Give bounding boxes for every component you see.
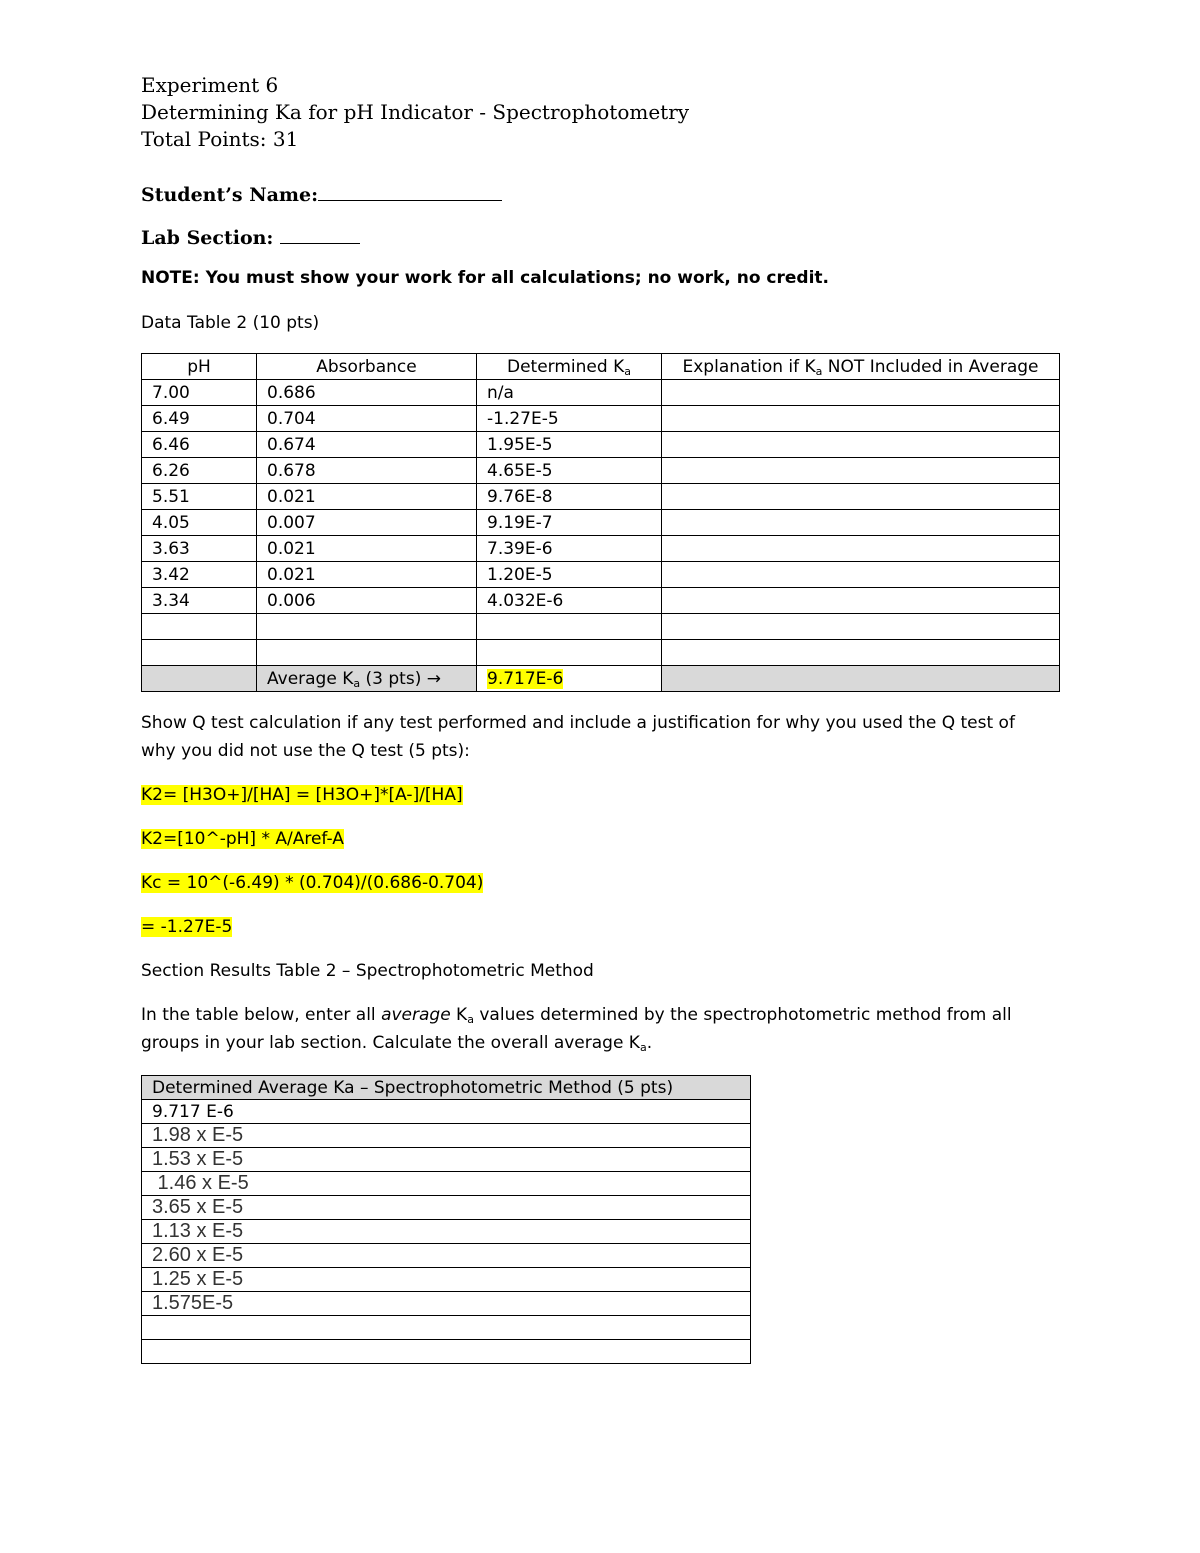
cell-explanation[interactable] — [662, 432, 1060, 458]
cell-ka[interactable]: -1.27E-5 — [477, 406, 662, 432]
cell-explanation[interactable] — [662, 640, 1060, 666]
calc-line-3: Kc = 10^(-6.49) * (0.704)/(0.686-0.704) — [141, 873, 484, 893]
calc-line-4: = -1.27E-5 — [141, 917, 233, 937]
table-row — [142, 588, 1060, 614]
table-row — [142, 510, 1060, 536]
handwritten-ka-value: 3.65 x E-5 — [152, 1196, 244, 1218]
calc-line-1: K2= [H3O+]/[HA] = [H3O+]*[A-]/[HA] — [141, 785, 463, 805]
cell-absorbance[interactable] — [257, 614, 477, 640]
experiment-title: Determining Ka for pH Indicator - Spectrophotometry — [141, 100, 690, 124]
cell-ka[interactable]: 9.19E-7 — [477, 510, 662, 536]
results-value[interactable] — [142, 1148, 751, 1172]
handwritten-ka-value: 1.575E-5 — [152, 1292, 234, 1314]
header-ph: pH — [142, 354, 257, 380]
instructions-line-1: In the table below, enter all average $K_a$ values determined by the spectrophotometric method from all — [141, 1005, 1012, 1026]
cell-ka[interactable]: n/a — [477, 380, 662, 406]
cell-ka[interactable]: 4.65E-5 — [477, 458, 662, 484]
results-header-row — [142, 1076, 751, 1100]
lab-section-blank[interactable] — [280, 223, 360, 244]
q-test-line-2: why you did not use the Q test (5 pts): — [141, 741, 470, 761]
results-row — [142, 1292, 751, 1316]
table-header-row — [142, 354, 1060, 380]
calc-line-2: K2=[10^-pH] * A/Aref-A — [141, 829, 344, 849]
table-row — [142, 562, 1060, 588]
results-empty-row — [142, 1340, 751, 1364]
section-results-table — [141, 1075, 751, 1364]
table-row — [142, 380, 1060, 406]
section-results-title: Section Results Table 2 – Spectrophotometric Method — [141, 961, 594, 981]
cell-ph[interactable]: 6.26 — [142, 458, 257, 484]
results-value[interactable] — [142, 1244, 751, 1268]
results-value[interactable] — [142, 1124, 751, 1148]
results-row — [142, 1148, 751, 1172]
cell-ka[interactable] — [477, 614, 662, 640]
cell-explanation[interactable] — [662, 614, 1060, 640]
student-name-field — [141, 180, 502, 206]
table-row — [142, 432, 1060, 458]
cell-explanation[interactable] — [662, 536, 1060, 562]
cell-ka[interactable]: 4.032E-6 — [477, 588, 662, 614]
experiment-number: Experiment 6 — [141, 73, 279, 97]
results-first-value[interactable]: 9.717 E-6 — [142, 1100, 751, 1124]
handwritten-ka-value: 1.25 x E-5 — [152, 1268, 244, 1290]
cell-ph[interactable]: 6.49 — [142, 406, 257, 432]
table-row — [142, 484, 1060, 510]
results-empty-cell[interactable] — [142, 1340, 751, 1364]
header-explanation: Explanation if $K_a$ NOT Included in Average — [662, 354, 1060, 380]
lab-section-field — [141, 223, 360, 249]
results-row — [142, 1220, 751, 1244]
cell-ph[interactable]: 3.34 — [142, 588, 257, 614]
results-empty-row — [142, 1316, 751, 1340]
cell-absorbance[interactable]: 0.021 — [257, 484, 477, 510]
cell-ph[interactable]: 7.00 — [142, 380, 257, 406]
table-row — [142, 640, 1060, 666]
results-row — [142, 1196, 751, 1220]
average-explanation-cell — [662, 666, 1060, 692]
cell-ph[interactable]: 4.05 — [142, 510, 257, 536]
cell-ph[interactable] — [142, 640, 257, 666]
cell-explanation[interactable] — [662, 406, 1060, 432]
cell-explanation[interactable] — [662, 562, 1060, 588]
average-row — [142, 666, 1060, 692]
header-absorbance: Absorbance — [257, 354, 477, 380]
instructions-line-2: groups in your lab section. Calculate the overall average $K_a$. — [141, 1033, 653, 1054]
cell-ka[interactable]: 1.20E-5 — [477, 562, 662, 588]
cell-ph[interactable]: 3.63 — [142, 536, 257, 562]
table-row — [142, 614, 1060, 640]
cell-ka[interactable]: 1.95E-5 — [477, 432, 662, 458]
table-row — [142, 536, 1060, 562]
cell-ph[interactable]: 6.46 — [142, 432, 257, 458]
work-note: NOTE: You must show your work for all calculations; no work, no credit. — [141, 268, 829, 288]
cell-absorbance[interactable]: 0.021 — [257, 536, 477, 562]
data-table-caption: Data Table 2 (10 pts) — [141, 313, 320, 333]
q-test-instructions — [141, 709, 1015, 765]
cell-explanation[interactable] — [662, 484, 1060, 510]
cell-absorbance[interactable]: 0.006 — [257, 588, 477, 614]
results-value[interactable] — [142, 1268, 751, 1292]
cell-ka[interactable] — [477, 640, 662, 666]
average-ka-value[interactable]: 9.717E-6 — [477, 666, 662, 692]
document-header — [141, 72, 689, 153]
table-row — [142, 406, 1060, 432]
results-row — [142, 1244, 751, 1268]
cell-ka[interactable]: 9.76E-8 — [477, 484, 662, 510]
cell-absorbance[interactable] — [257, 640, 477, 666]
cell-absorbance[interactable]: 0.007 — [257, 510, 477, 536]
average-label: Average $K_a$ (3 pts) → — [257, 666, 477, 692]
section-results-instructions — [141, 1001, 1012, 1057]
cell-explanation[interactable] — [662, 458, 1060, 484]
results-row — [142, 1172, 751, 1196]
header-determined-ka: Determined $K_a$ — [477, 354, 662, 380]
results-row — [142, 1124, 751, 1148]
results-empty-cell[interactable] — [142, 1316, 751, 1340]
student-name-label: Student’s Name: — [141, 184, 319, 206]
cell-ph[interactable] — [142, 614, 257, 640]
average-blank-cell — [142, 666, 257, 692]
results-value[interactable] — [142, 1292, 751, 1316]
cell-explanation[interactable] — [662, 588, 1060, 614]
cell-absorbance[interactable]: 0.686 — [257, 380, 477, 406]
handwritten-ka-value: 1.98 x E-5 — [152, 1124, 244, 1146]
total-points: Total Points: 31 — [141, 127, 299, 151]
table-row — [142, 458, 1060, 484]
handwritten-ka-value: 2.60 x E-5 — [152, 1244, 244, 1266]
handwritten-ka-value: 1.46 x E-5 — [152, 1172, 249, 1194]
student-name-blank[interactable] — [318, 180, 502, 201]
cell-absorbance[interactable]: 0.021 — [257, 562, 477, 588]
q-test-line-1: Show Q test calculation if any test performed and include a justification for why you used the Q test of — [141, 713, 1015, 733]
results-header: Determined Average Ka – Spectrophotometric Method (5 pts) — [142, 1076, 751, 1100]
lab-section-label: Lab Section: — [141, 227, 274, 249]
cell-absorbance[interactable]: 0.678 — [257, 458, 477, 484]
cell-ph[interactable]: 5.51 — [142, 484, 257, 510]
results-value[interactable] — [142, 1172, 751, 1196]
results-row — [142, 1100, 751, 1124]
handwritten-ka-value: 1.53 x E-5 — [152, 1148, 244, 1170]
results-value[interactable] — [142, 1220, 751, 1244]
data-table — [141, 353, 1060, 692]
handwritten-ka-value: 1.13 x E-5 — [152, 1220, 244, 1242]
cell-explanation[interactable] — [662, 510, 1060, 536]
cell-ka[interactable]: 7.39E-6 — [477, 536, 662, 562]
results-row — [142, 1268, 751, 1292]
cell-explanation[interactable] — [662, 380, 1060, 406]
cell-absorbance[interactable]: 0.704 — [257, 406, 477, 432]
cell-ph[interactable]: 3.42 — [142, 562, 257, 588]
cell-absorbance[interactable]: 0.674 — [257, 432, 477, 458]
results-value[interactable] — [142, 1196, 751, 1220]
